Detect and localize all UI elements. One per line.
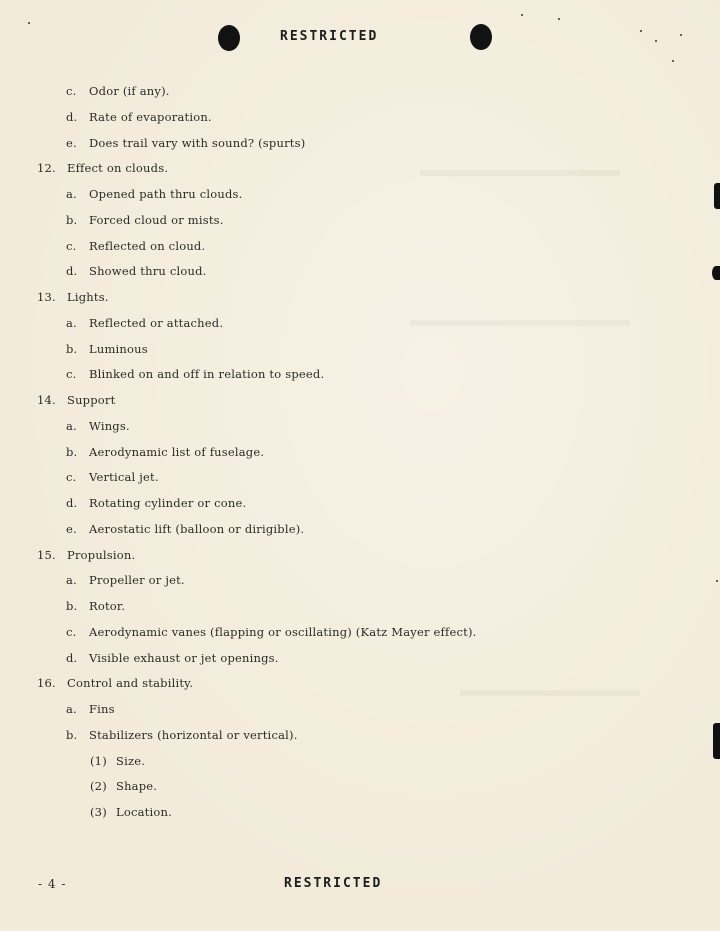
- dust-speck: [521, 14, 523, 16]
- bleed-through-mark: [420, 170, 620, 176]
- item-text: Rotating cylinder or cone.: [89, 496, 247, 510]
- outline-item: [66, 264, 207, 278]
- item-text: Reflected or attached.: [89, 316, 224, 330]
- item-text: Aerostatic lift (balloon or dirigible).: [89, 522, 305, 536]
- item-text: Odor (if any).: [89, 84, 170, 98]
- outline-heading: [37, 393, 115, 407]
- outline-item: [66, 522, 304, 536]
- outline-item: [66, 84, 170, 98]
- item-text: Vertical jet.: [89, 470, 159, 484]
- item-text: Forced cloud or mists.: [89, 213, 224, 227]
- bleed-through-mark: [410, 320, 630, 326]
- item-marker: b.: [66, 728, 78, 742]
- item-text: Does trail vary with sound? (spurts): [89, 136, 306, 150]
- header-restricted-stamp: RESTRICTED: [280, 29, 379, 44]
- item-marker: c.: [66, 84, 77, 98]
- scan-edge-mark: [713, 723, 720, 759]
- scan-edge-mark: [712, 266, 720, 280]
- outline-item: [66, 213, 224, 227]
- outline-item: [90, 779, 157, 793]
- item-text: Wings.: [89, 419, 130, 433]
- item-text: Propeller or jet.: [89, 573, 185, 587]
- outline-item: [66, 110, 212, 124]
- outline-heading: [37, 290, 109, 304]
- item-marker: 12.: [37, 161, 56, 175]
- scan-edge-mark: [714, 183, 720, 209]
- item-marker: a.: [66, 573, 77, 587]
- punch-hole-right: [470, 24, 492, 50]
- item-text: Propulsion.: [67, 548, 136, 562]
- item-text: Location.: [116, 805, 172, 819]
- item-text: Visible exhaust or jet openings.: [89, 651, 279, 665]
- item-marker: b.: [66, 342, 78, 356]
- punch-hole-left: [218, 25, 240, 51]
- outline-heading: [37, 161, 168, 175]
- outline-item: [66, 316, 223, 330]
- item-marker: 15.: [37, 548, 56, 562]
- item-marker: b.: [66, 445, 78, 459]
- item-marker: d.: [66, 651, 78, 665]
- item-marker: a.: [66, 187, 77, 201]
- item-text: Effect on clouds.: [67, 161, 169, 175]
- dust-speck: [680, 34, 682, 36]
- outline-item: [66, 599, 125, 613]
- outline-item: [66, 136, 305, 150]
- item-marker: 16.: [37, 676, 56, 690]
- item-text: Stabilizers (horizontal or vertical).: [89, 728, 298, 742]
- outline-item: [66, 419, 130, 433]
- outline-item: [66, 239, 205, 253]
- outline-heading: [37, 676, 193, 690]
- item-marker: (1): [90, 754, 107, 768]
- item-marker: c.: [66, 367, 77, 381]
- bleed-through-mark: [460, 690, 640, 696]
- page-number: - 4 -: [38, 877, 67, 891]
- dust-speck: [558, 18, 560, 20]
- item-text: Lights.: [67, 290, 109, 304]
- item-marker: e.: [66, 136, 77, 150]
- outline-item: [66, 625, 476, 639]
- outline-item: [90, 754, 145, 768]
- item-marker: 13.: [37, 290, 56, 304]
- footer-restricted-stamp: RESTRICTED: [284, 876, 383, 891]
- dust-speck: [640, 30, 642, 32]
- item-marker: d.: [66, 264, 78, 278]
- item-marker: d.: [66, 110, 78, 124]
- outline-item: [66, 445, 264, 459]
- item-marker: b.: [66, 213, 78, 227]
- item-text: Reflected on cloud.: [89, 239, 206, 253]
- item-text: Support: [67, 393, 116, 407]
- outline-item: [66, 496, 246, 510]
- item-marker: c.: [66, 239, 77, 253]
- outline-item: [66, 702, 115, 716]
- outline-item: [66, 728, 298, 742]
- item-marker: e.: [66, 522, 77, 536]
- item-marker: d.: [66, 496, 78, 510]
- item-text: Opened path thru clouds.: [89, 187, 243, 201]
- dust-speck: [672, 60, 674, 62]
- outline-item: [66, 470, 159, 484]
- item-marker: a.: [66, 316, 77, 330]
- item-text: Control and stability.: [67, 676, 194, 690]
- item-text: Showed thru cloud.: [89, 264, 207, 278]
- outline-item: [66, 651, 279, 665]
- dust-speck: [28, 22, 30, 24]
- item-text: Aerodynamic vanes (flapping or oscillating) (Katz Mayer effect).: [89, 625, 477, 639]
- item-marker: a.: [66, 702, 77, 716]
- outline-item: [66, 187, 242, 201]
- item-text: Shape.: [116, 779, 158, 793]
- item-text: Aerodynamic list of fuselage.: [89, 445, 265, 459]
- item-text: Rotor.: [89, 599, 126, 613]
- item-text: Size.: [116, 754, 146, 768]
- item-text: Luminous: [89, 342, 148, 356]
- item-marker: (3): [90, 805, 107, 819]
- item-marker: c.: [66, 470, 77, 484]
- outline-item: [66, 367, 324, 381]
- outline-item: [90, 805, 172, 819]
- item-text: Blinked on and off in relation to speed.: [89, 367, 325, 381]
- item-text: Rate of evaporation.: [89, 110, 212, 124]
- item-marker: c.: [66, 625, 77, 639]
- outline-heading: [37, 548, 135, 562]
- item-text: Fins: [89, 702, 115, 716]
- item-marker: b.: [66, 599, 78, 613]
- dust-speck: [716, 580, 718, 582]
- item-marker: a.: [66, 419, 77, 433]
- outline-item: [66, 342, 148, 356]
- item-marker: 14.: [37, 393, 56, 407]
- dust-speck: [655, 40, 657, 42]
- outline-item: [66, 573, 185, 587]
- item-marker: (2): [90, 779, 107, 793]
